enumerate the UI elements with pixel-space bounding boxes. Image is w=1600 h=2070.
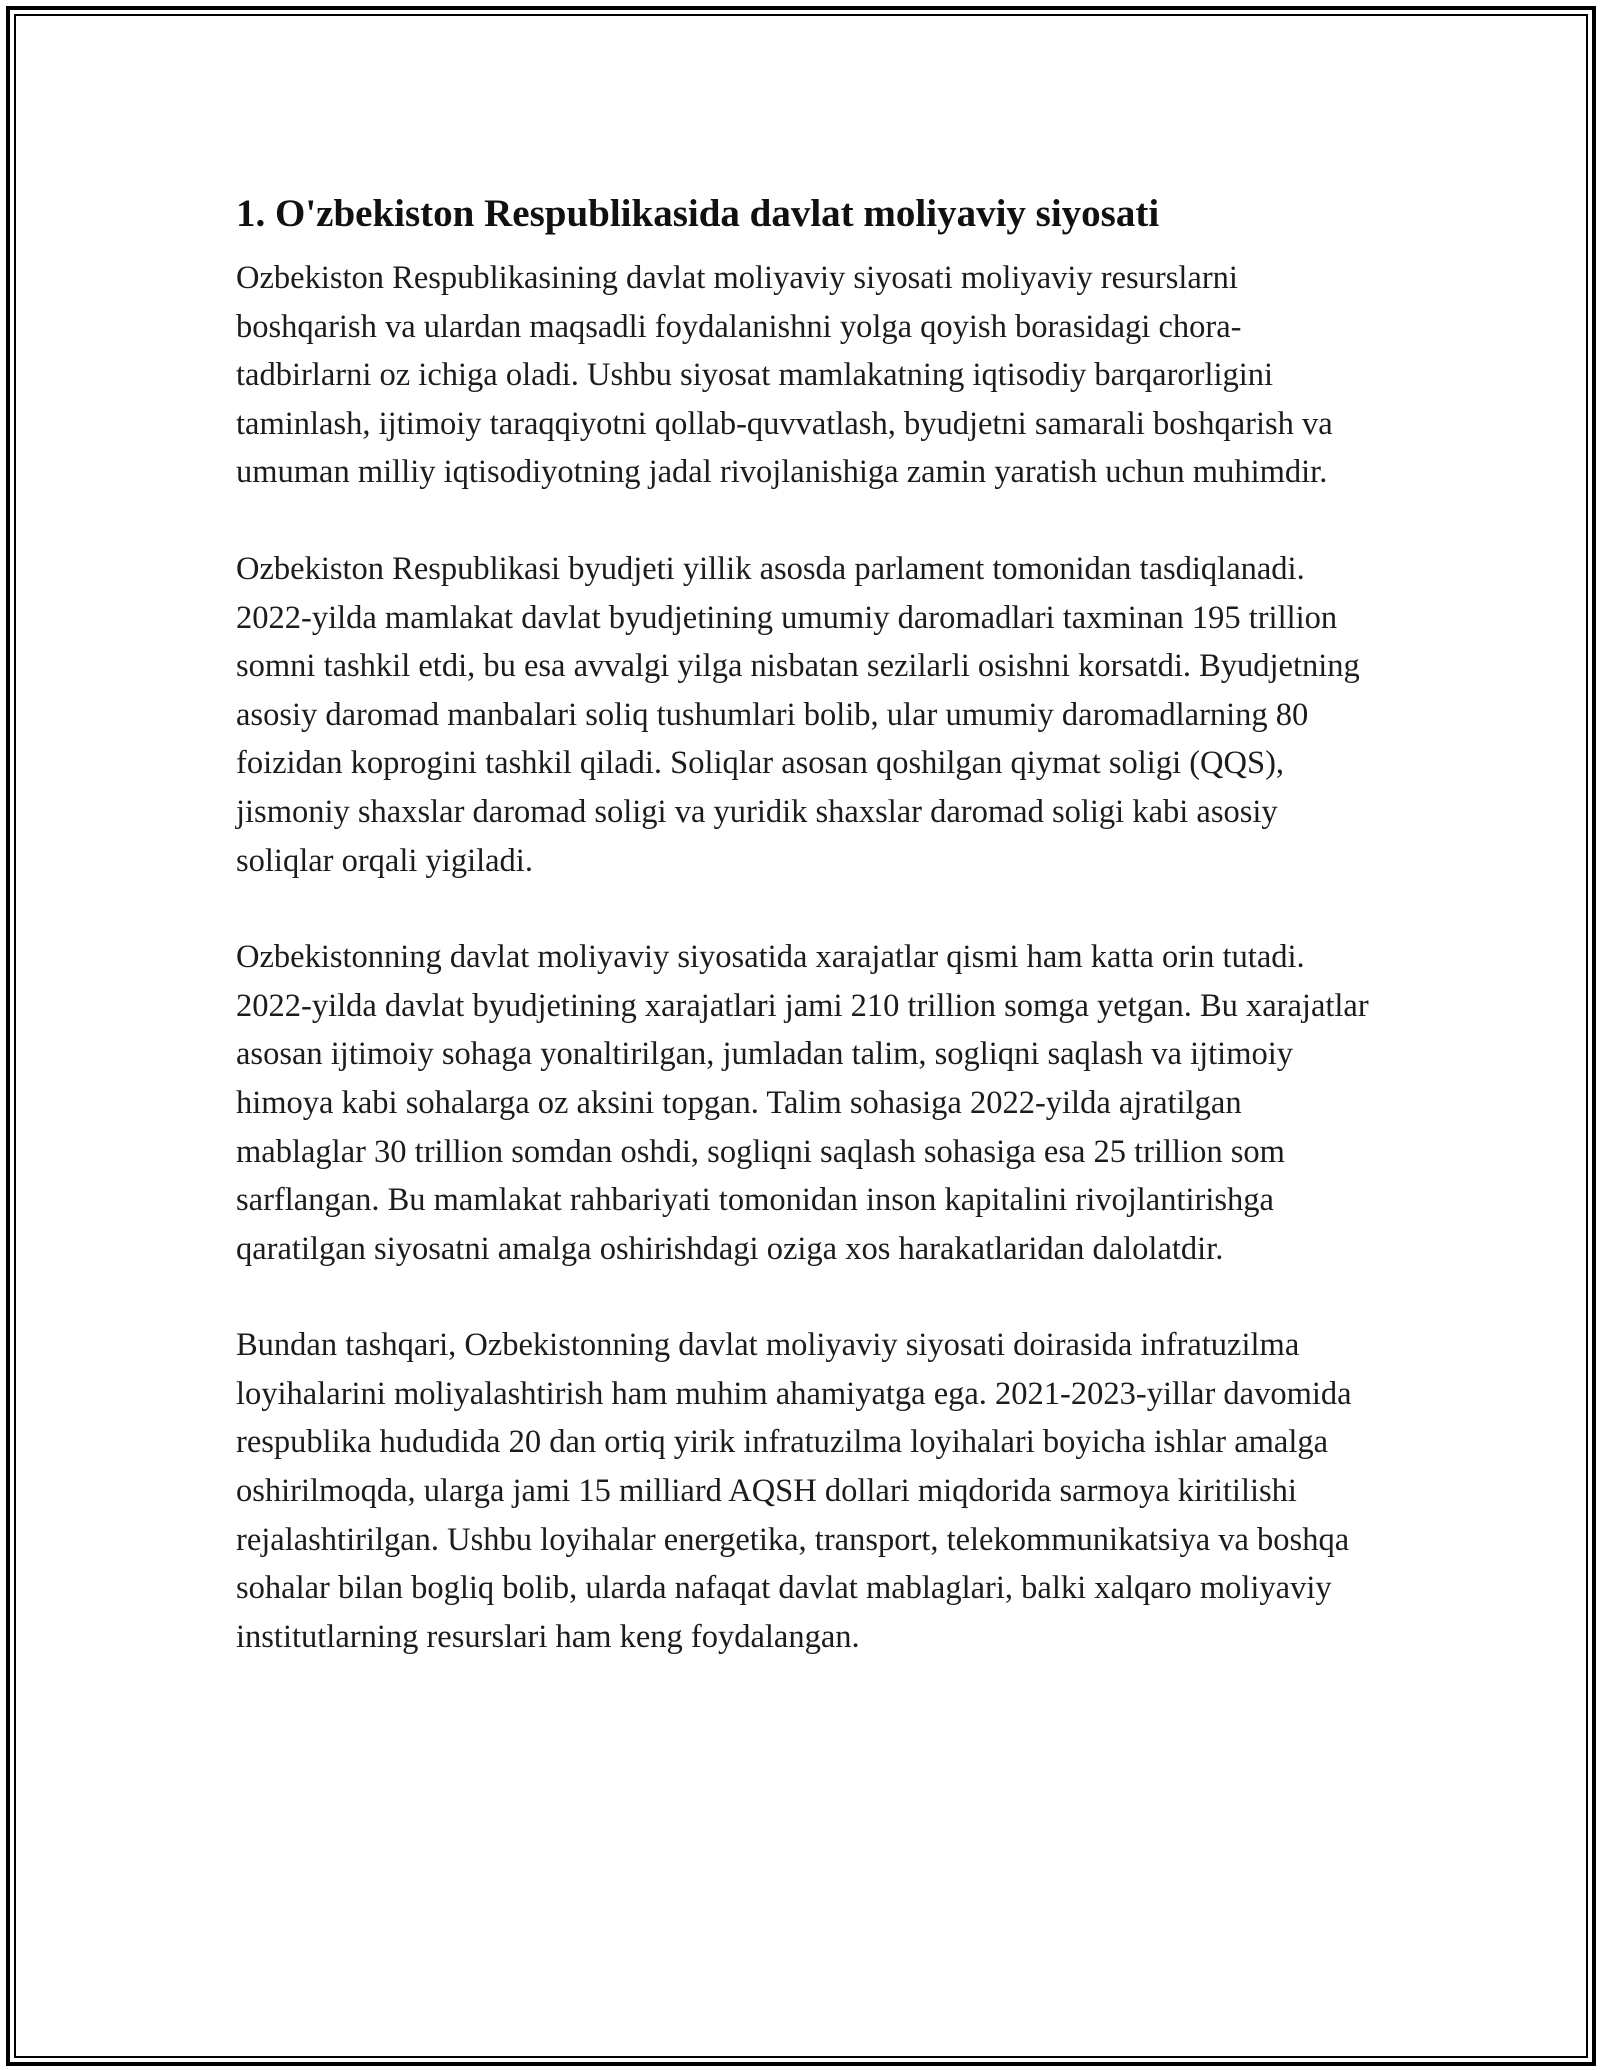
paragraph-1: Ozbekiston Respublikasining davlat moliyaviy siyosati moliyaviy resurslarni boshqarish va ulardan maqsadli foydalanishni yolga qoyish borasidagi chora-tadbirlarni oz ichiga oladi. Ushbu siyosat mamlakatning iqtisodiy barqarorligini taminlash, ijtimoiy taraqqiyotni qollab-quvvatlash, byudjetni samarali boshqarish va umuman milliy iqtisodiyotning jadal rivojlanishiga zamin yaratish uchun muhimdir. xyxy=(236,260,1333,491)
paragraph-3: Ozbekistonning davlat moliyaviy siyosatida xarajatlar qismi ham katta orin tutadi. 2022-yilda davlat byudjetining xarajatlari jami 210 trillion somga yetgan. Bu xarajatlar asosan ijtimoiy sohaga yonaltirilgan, jumladan talim, sogliqni saqlash va ijtimoiy himoya kabi sohalarga oz aksini topgan. Talim sohasiga 2022-yilda ajratilgan mablaglar 30 trillion somdan oshdi, sogliqni saqlash sohasiga esa 25 trillion som sarflangan. Bu mamlakat rahbariyati tomonidan inson kapitalini rivojlantirishga qaratilgan siyosatni amalga oshirishdagi oziga xos harakatlaridan dalolatdir. xyxy=(236,939,1369,1267)
paragraph-4: Bundan tashqari, Ozbekistonning davlat moliyaviy siyosati doirasida infratuzilma loyihalarini moliyalashtirish ham muhim ahamiyatga ega. 2021-2023-yillar davomida respublika hududida 20 dan ortiq yirik infratuzilma loyihalari boyicha ishlar amalga oshirilmoqda, ularga jami 15 milliard AQSH dollari miqdorida sarmoya kiritilishi rejalashtirilgan. Ushbu loyihalar energetika, transport, telekommunikatsiya va boshqa sohalar bilan bogliq bolib, ularda nafaqat davlat mablaglari, balki xalqaro moliyaviy institutlarning resurslari ham keng foydalangan. xyxy=(236,1327,1352,1655)
section-heading: 1. O'zbekiston Respublikasida davlat moliyaviy siyosati xyxy=(236,192,1160,235)
paragraph-2: Ozbekiston Respublikasi byudjeti yillik asosda parlament tomonidan tasdiqlanadi. 2022-yilda mamlakat davlat byudjetining umumiy daromadlari taxminan 195 trillion somni tashkil etdi, bu esa avvalgi yilga nisbatan sezilarli osishni korsatdi. Byudjetning asosiy daromad manbalari soliq tushumlari bolib, ular umumiy daromadlarning 80 foizidan koprogini tashkil qiladi. Soliqlar asosan qoshilgan qiymat soligi (QQS), jismoniy shaxslar daromad soligi va yuridik shaxslar daromad soligi kabi asosiy soliqlar orqali yigiladi. xyxy=(236,550,1360,879)
document-body xyxy=(236,188,1376,1709)
